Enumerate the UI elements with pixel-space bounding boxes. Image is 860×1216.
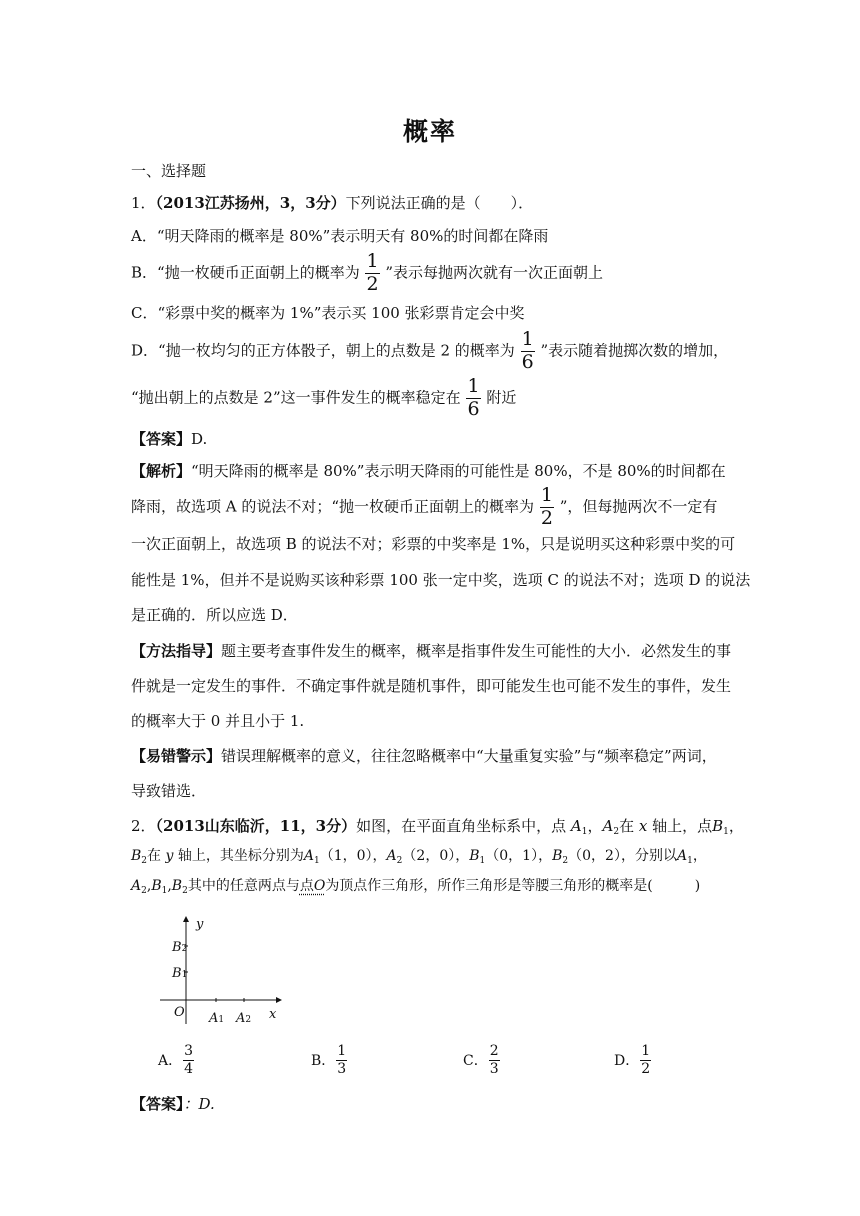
q1-analysis-line-3: 一次正面朝上，故选项 B 的说法不对；彩票的中奖率是 1%，只是说明买这种彩票中奖的可 [131,535,736,553]
question-2-line-1: 2．（2013山东临沂，11，3分）如图，在平面直角坐标系中，点 $A_1$，$A_2$在 x 轴上，点$B_1$， [131,817,744,837]
q1-option-a: A．“明天降雨的概率是 80%”表示明天有 80%的时间都在降雨 [131,227,549,245]
q1-analysis-line-1: 【解析】“明天降雨的概率是 80%”表示明天降雨的可能性是 80%，不是 80%的时间都在 [131,462,726,480]
question-source: （2013江苏扬州，3，3分） [155,194,346,212]
x-axis-arrow [276,997,282,1003]
label-a2: A2 [236,1011,252,1026]
q1-method-line-2: 件就是一定发生的事件．不确定事件就是随机事件，即可能发生也可能不发生的事件，发生 [131,677,732,695]
fraction: $\frac{1}{2}$ [540,484,553,529]
q2-option-d: D． $\frac{1}{2}$ [614,1043,651,1077]
q1-option-b: B．“抛一枚硬币正面朝上的概率为 $\frac{1}{2}$ ”表示每抛两次就有一次正面朝上 [131,250,604,295]
fraction: $\frac{1}{2}$ [366,250,379,295]
question-stem: 下列说法正确的是（ ）． [345,194,534,212]
fraction: $\frac{1}{6}$ [521,328,534,373]
q1-analysis-line-2: 降雨，故选项 A 的说法不对；“抛一枚硬币正面朝上的概率为 $\frac{1}{2}$ ”，但每抛两次不一定有 [131,484,718,529]
y-axis-arrow [183,916,189,922]
label-a1: A1 [209,1011,225,1026]
y-axis-label: y [196,917,204,932]
question-number: 1． [131,194,156,212]
question-2-line-2: $B_2$在 y 轴上，其坐标分别为$A_1(1$，0），$A_2(2$，0），$B_1(0$，1），$B_2(0$，2），分别以$A_1$， [131,848,707,866]
section-heading: 一、选择题 [131,162,207,180]
q1-warning-line-2: 导致错选． [131,782,207,800]
x-axis-label: x [269,1007,277,1022]
q1-warning-line-1: 【易错警示】错误理解概率的意义，往往忽略概率中“大量重复实验”与“频率稳定”两词， [131,747,717,765]
q1-method-line-1: 【方法指导】题主要考查事件发生的概率，概率是指事件发生可能性的大小．必然发生的事 [131,642,732,660]
fraction: $\frac{1}{2}$ [641,1043,651,1077]
q1-analysis-line-5: 是正确的．所以应选 D． [131,606,298,624]
fraction: $\frac{2}{3}$ [489,1043,499,1077]
q1-option-d: D．“抛一枚均匀的正方体骰子，朝上的点数是 2 的概率为 $\frac{1}{6}$ ”表示随着抛掷次数的增加， [131,328,729,373]
question-2-line-3: $A_2,B_1,B_2$其中的任意两点与点O为顶点作三角形，所作三角形是等腰三角形的概率是( ) [131,878,701,896]
fraction: $\frac{1}{6}$ [467,375,480,420]
q1-option-c: C．“彩票中奖的概率为 1%”表示买 100 张彩票肯定会中奖 [131,304,525,322]
q1-method-line-3: 的概率大于 0 并且小于 1. [131,712,305,730]
q2-option-a: A． $\frac{3}{4}$ [158,1043,194,1077]
origin-label: O [174,1005,185,1020]
q1-option-d-continued: “抛出朝上的点数是 2”这一事件发生的概率稳定在 $\frac{1}{6}$ 附近 [131,375,517,420]
label-b2: B2 [172,940,188,955]
q2-answer: 【答案】：D. [131,1095,215,1113]
q1-answer: 【答案】D. [131,430,208,448]
page-title: 概率 [402,117,457,146]
q1-analysis-line-4: 能性是 1%，但并不是说购买该种彩票 100 张一定中奖，选项 C 的说法不对；选项 D 的说法 [131,571,751,589]
label-b1: B1 [172,966,188,981]
coordinate-figure [156,914,296,1032]
q2-option-b: B． $\frac{1}{3}$ [311,1043,347,1077]
q2-option-c: C． $\frac{2}{3}$ [463,1043,499,1077]
fraction: $\frac{3}{4}$ [184,1043,194,1077]
fraction: $\frac{1}{3}$ [337,1043,347,1077]
question-1-stem [131,192,533,213]
